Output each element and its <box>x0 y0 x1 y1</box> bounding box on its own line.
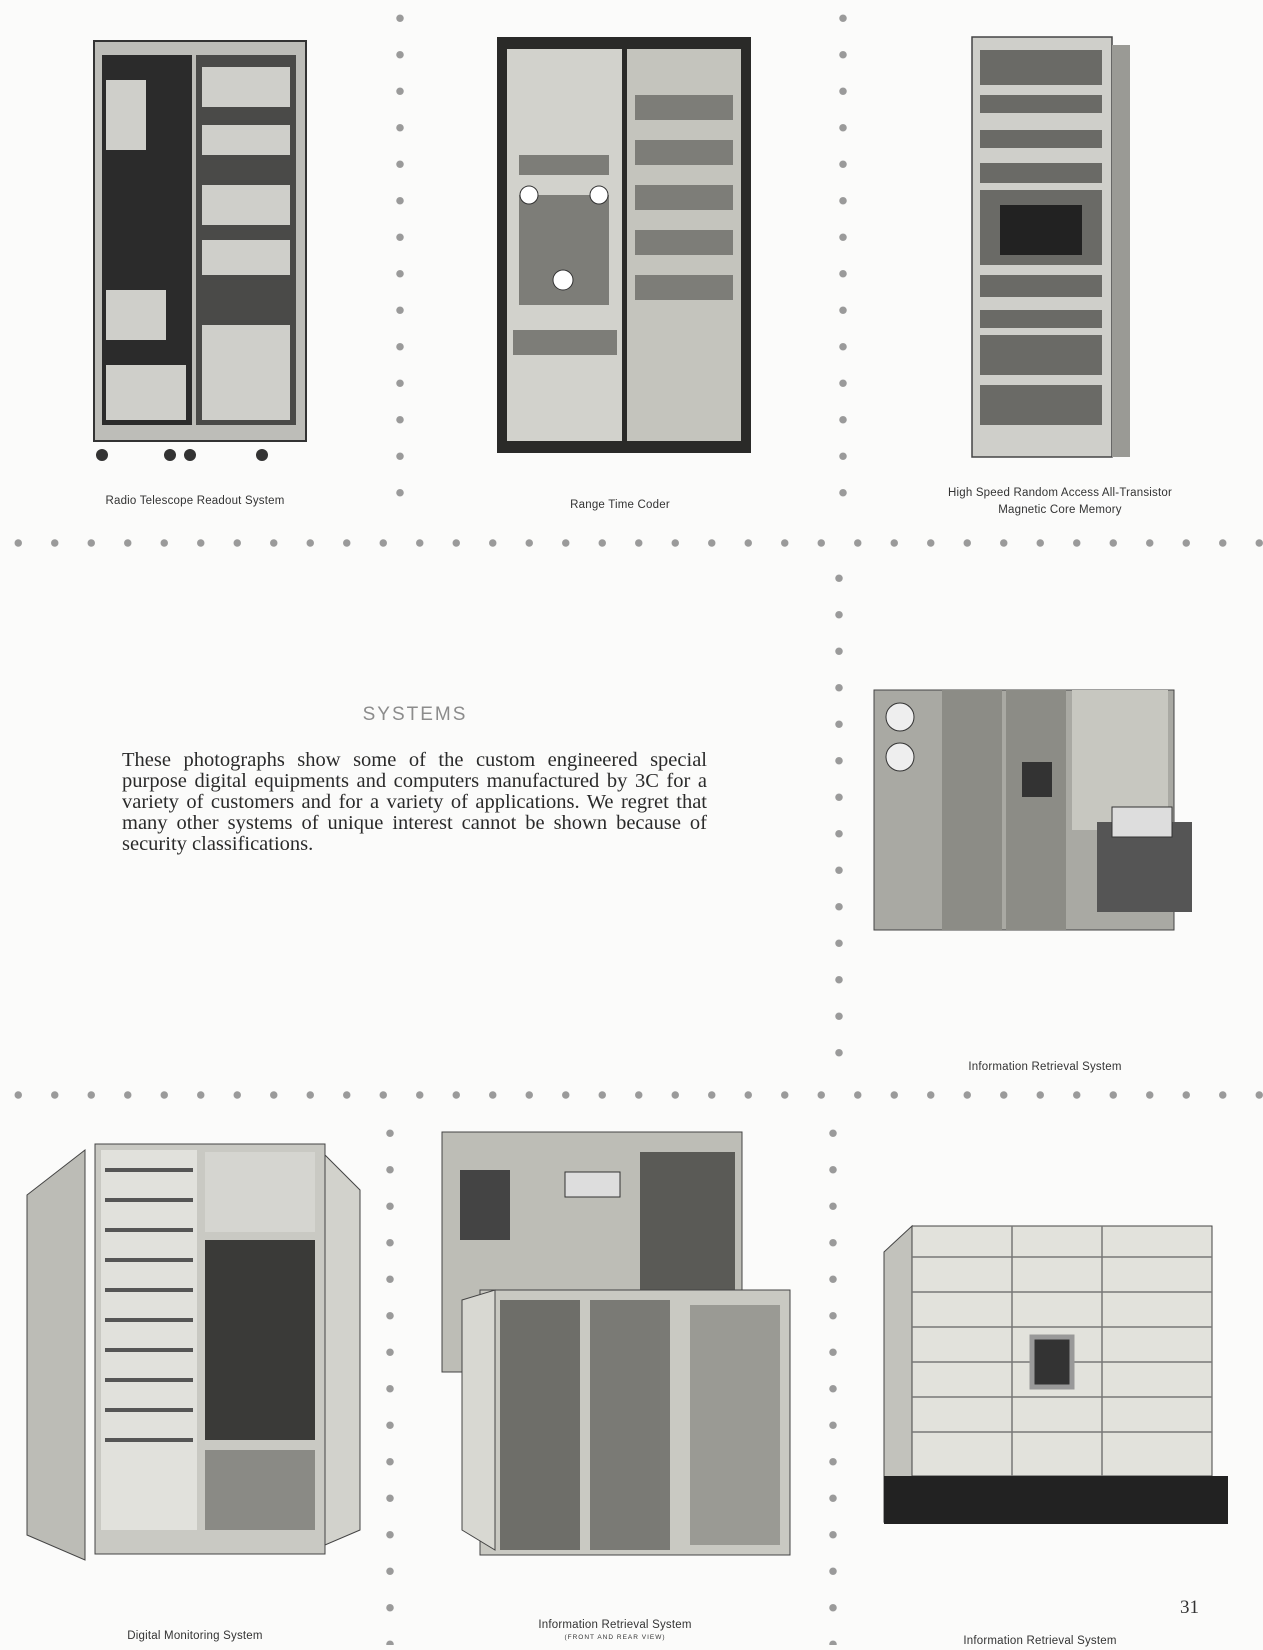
caption-info-retrieval-middle: Information Retrieval System <box>968 1061 1122 1073</box>
systems-heading: SYSTEMS <box>362 704 468 725</box>
divider-vertical-bottom-left <box>385 1115 395 1645</box>
caption-core-memory <box>920 485 1200 519</box>
photo-info-retrieval-middle <box>872 682 1197 984</box>
divider-vertical-top-left <box>395 0 405 520</box>
caption-range-time-coder: Range Time Coder <box>570 499 670 511</box>
divider-vertical-bottom-right <box>828 1115 838 1645</box>
divider-horizontal-upper <box>0 538 1263 548</box>
photo-radio-telescope-readout <box>90 35 312 465</box>
caption-info-retrieval-front-rear <box>500 1617 730 1642</box>
page-number: 31 <box>1180 1597 1199 1618</box>
caption-radio-telescope-readout: Radio Telescope Readout System <box>105 495 285 507</box>
caption-info-retrieval-bottom: Information Retrieval System <box>963 1635 1117 1647</box>
caption-digital-monitoring: Digital Monitoring System <box>127 1630 263 1642</box>
systems-description: These photographs show some of the custom engineered special purpose digital equipments and computers manufactured by 3C for a variety of customers and for a variety of applications. We regret that many other systems of unique interest cannot be shown because of security classifications. <box>122 749 707 855</box>
caption-core-memory-line1: High Speed Random Access All-Transistor <box>947 487 1173 499</box>
divider-vertical-top-right <box>838 0 848 520</box>
photo-info-retrieval-bottom <box>882 1222 1229 1527</box>
photo-core-memory <box>970 35 1132 465</box>
caption-info-retrieval-front-rear-sub: (FRONT AND REAR VIEW) <box>564 1634 666 1641</box>
divider-vertical-middle <box>834 560 844 1080</box>
photo-range-time-coder <box>495 35 753 455</box>
divider-horizontal-lower <box>0 1090 1263 1100</box>
caption-info-retrieval-front-rear-title: Information Retrieval System <box>538 1619 692 1631</box>
caption-core-memory-line2: Magnetic Core Memory <box>998 504 1122 516</box>
photo-info-retrieval-front-rear <box>440 1130 802 1560</box>
photo-digital-monitoring <box>25 1140 363 1570</box>
